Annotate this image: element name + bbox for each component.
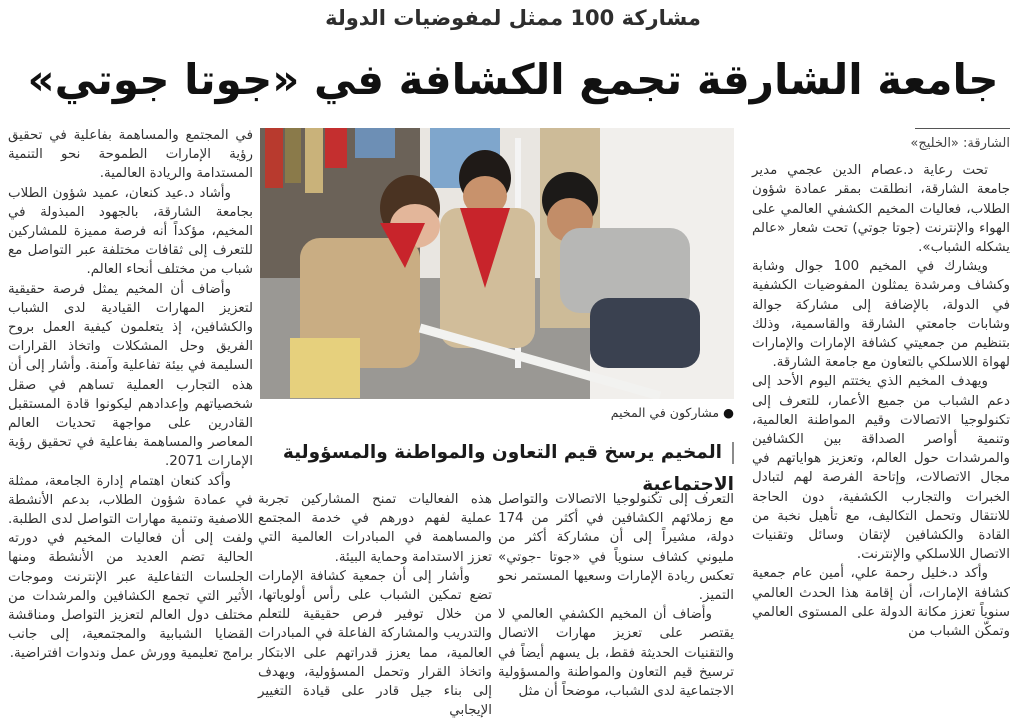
paragraph: تحت رعاية د.عصام الدين عجمي مدير جامعة الشارقة، انطلقت بمقر عمادة شؤون الطلاب، فعاليات المخيم الكشفي العالمي على الهواء والإنترنت (جوتا جوتي) تحت شعار «عالم يشكله الشباب». (752, 163, 1010, 256)
article-headline: جامعة الشارقة تجمع الكشافة في «جوتا جوتي» (27, 55, 999, 104)
paragraph: وأكد د.خليل رحمة علي، أمين عام جمعية كشافة الإمارات، أن إقامة هذا الحدث العالمي سنوياً تعزز مكانة الدولة على المستوى العالمي وتمكّن الشباب من (752, 566, 1010, 640)
paragraph: ويهدف المخيم الذي يختتم اليوم الأحد إلى دعم الشباب من جميع الأعمار، للتعرف إلى تكنولوجيا الاتصالات وقيم المواطنة العالمية، وتنمية أواصر الصداقة بين الكشافين والمرشدات حول العالم، وتعزيز هواياتهم في مجال الاتصالات، وإتاحة الفرصة لهم لتبادل الخبرات والتجارب الكشفية، دون الحاجة للانتقال وتحمل التكاليف، مع تأهيل نخبة من القادة والكشافين لإتقان وسائل وتقنيات الاتصال اللاسلكي والإنترنت. (752, 374, 1010, 563)
paragraph: وأشاد د.عيد كنعان، عميد شؤون الطلاب بجامعة الشارقة، بالجهود المبذولة في المخيم، مؤكداً أنه فرصة مميزة للمشاركين للتعرف إلى ثقافات مختلفة عبر التواصل مع شباب من مختلف أنحاء العالم. (8, 185, 253, 278)
subheading-bar (732, 442, 734, 464)
scouts-photo-illustration (260, 128, 734, 399)
paragraph: هذه الفعاليات تمنح المشاركين تجربة عملية لفهم دورهم في خدمة المجتمع والمساهمة في المبادرات العالمية التي تعزز الاستدامة وحماية البيئة. (258, 492, 492, 565)
photo-caption: ●مشاركون في المخيم (610, 405, 734, 420)
paragraph: وأشار إلى أن جمعية كشافة الإمارات تضع تمكين الشباب على رأس أولوياتها، من خلال توفير فرص حقيقية للتعلم والتدريب والمشاركة الفاعلة في المبادرات العالمية، مما يعزز قدراتهم على الابتكار واتخاذ القرار وتحمل المسؤولية، ويهدف إلى بناء جيل قادر على قيادة التغيير الإيجابي (258, 568, 492, 719)
column-right (752, 128, 1010, 641)
paragraph: التعرف إلى تكنولوجيا الاتصالات والتواصل مع زملائهم الكشافين في أكثر من 174 دولة، مشيراً إلى أن مشاركة أكثر من مليوني كشاف سنوياً في «جوتا -جوتي» تعكس ريادة الإمارات وسعيها المستمر نحو التميز. (498, 492, 734, 604)
paragraph: وأضاف أن المخيم يمثل فرصة حقيقية لتعزيز المهارات القيادية لدى الشباب والكشافين، إذ يتعلمون كيفية العمل بروح الفريق وحل المشكلات واتخاذ القرارات السليمة في بيئة تفاعلية وآمنة. وأشار إلى أن هذه التجارب العملية تساهم في صقل شخصياتهم وإعدادهم ليكونوا قادة المستقبل القادرين على مواجهة تحديات العالم المعاصر والمساهمة بفاعلية في تحقيق رؤية الإمارات 2071. (7, 281, 253, 470)
paragraph: وأضاف أن المخيم الكشفي العالمي لا يقتصر على تعزيز مهارات الاتصال والتقنيات الحديثة فقط، بل يسهم أيضاً في ترسيخ قيم التعاون والمواطنة والمسؤولية الاجتماعية لدى الشباب، موضحاً أن مثل (498, 607, 734, 700)
paragraph: ويشارك في المخيم 100 جوال وشابة وكشاف ومرشدة يمثلون المفوضيات الكشفية في الدولة، بالإضافة إلى مشاركة جوالة وشابات جامعتي الشارقة والقاسمية، وذلك بتنظيم من جمعيتي كشافة الإمارات والإمارات لهواة اللاسلكي بالتعاون مع جامعة الشارقة. (752, 259, 1010, 371)
column-middle-right (498, 490, 734, 701)
bullet-icon: ● (723, 405, 734, 420)
paragraph: وأكد كنعان اهتمام إدارة الجامعة، ممثلة في عمادة شؤون الطلاب، بدعم الأنشطة اللاصفية وتنمية مهارات التواصل لدى الطلبة. ولفت إلى أن فعاليات المخيم في دورته الحالية تضم العديد من الأنشطة ومنها الجلسات التفاعلية عبر الإنترنت وموجات الأثير التي تجمع الكشافين والمرشدات من مختلف دول العالم لتعزيز التواصل ومناقشة القضايا الشبابية والمجتمعية، إلى جانب برامج تعليمية وورش عمل وندوات افتراضية. (8, 473, 253, 662)
article-subheading: المخيم يرسخ قيم التعاون والمواطنة والمسؤولية الاجتماعية (282, 442, 734, 495)
dateline: الشارقة: «الخليج» (910, 136, 1010, 151)
paragraph: في المجتمع والمساهمة بفاعلية في تحقيق رؤية الإمارات الطموحة نحو التنمية المستدامة والريادة العالمية. (8, 128, 253, 182)
article-kicker: مشاركة 100 ممثل لمفوضيات الدولة (325, 6, 701, 30)
dateline-rule (915, 128, 1010, 129)
column-left (8, 126, 253, 664)
article-photo (260, 128, 734, 399)
column-middle-left (258, 490, 492, 720)
